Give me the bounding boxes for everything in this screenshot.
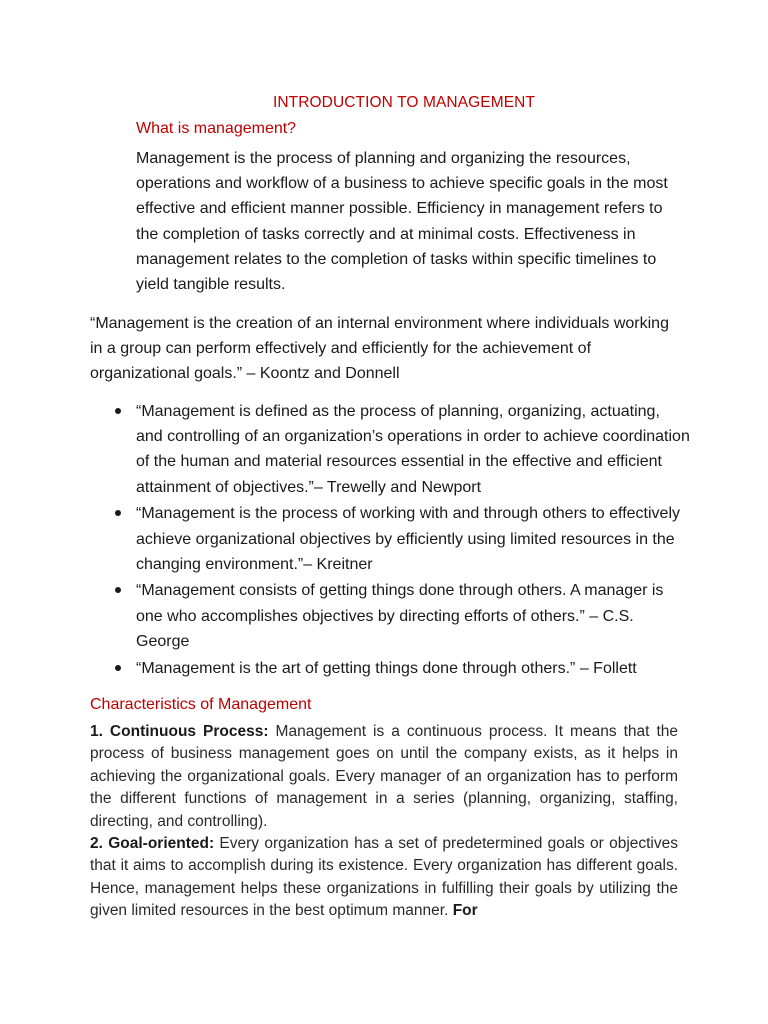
page-title: INTRODUCTION TO MANAGEMENT [272,94,536,111]
koontz-quote: “Management is the creation of an internal environment where individuals working in a group can perform effectively and efficiently for the achievement of organizational goals.” – Koontz and Donnell [90,315,669,383]
definition-item: “Management is the art of getting things done through others.” – Follett [90,656,690,681]
characteristics-heading: Characteristics of Management [90,696,312,713]
characteristic-continuous-process [90,721,678,833]
characteristic-text: Every organization has a set of predetermined goals or objectives that it aims to accomplish during its existence. Every organization has different goals. Hence, management helps these organizations in fulfilling their goals by utilizing the given limited resources in the best optimum manner. [90,835,678,920]
characteristic-goal-oriented [90,833,678,923]
definitions-list [90,399,690,682]
intro-paragraph: Management is the process of planning and organizing the resources, operations and workflow of a business to achieve specific goals in the most effective and efficient manner possible. Efficiency in management refers to the completion of tasks correctly and at minimal costs. Effectiveness in management relates to the completion of tasks within specific timelines to yield tangible results. [136,150,668,294]
characteristic-trailing-word: For [452,902,478,920]
characteristics-section [90,721,678,923]
characteristic-label: 2. Goal-oriented: [90,835,215,853]
characteristic-label: 1. Continuous Process: [90,723,269,740]
definition-item: “Management is the process of working with and through others to effectively achieve organizational objectives by efficiently using limited resources in the changing environment.”– Kreitner [90,501,690,577]
definition-item: “Management consists of getting things done through others. A manager is one who accomplishes objectives by directing efforts of others.” – C.S. George [90,578,690,654]
definition-item: “Management is defined as the process of planning, organizing, actuating, and controlling of an organization’s operations in order to achieve coordination of the human and material resources essential in the effective and efficient attainment of objectives.”– Trewelly and Newport [90,399,690,500]
what-is-management-heading: What is management? [136,120,297,137]
characteristic-text: Management is a continuous process. It means that the process of business management goes on until the company exists, as it helps in achieving the organizational goals. Every manager of an organization has to perform the different functions of management in a series (planning, organizing, staffing, directing, and controlling). [90,723,678,830]
